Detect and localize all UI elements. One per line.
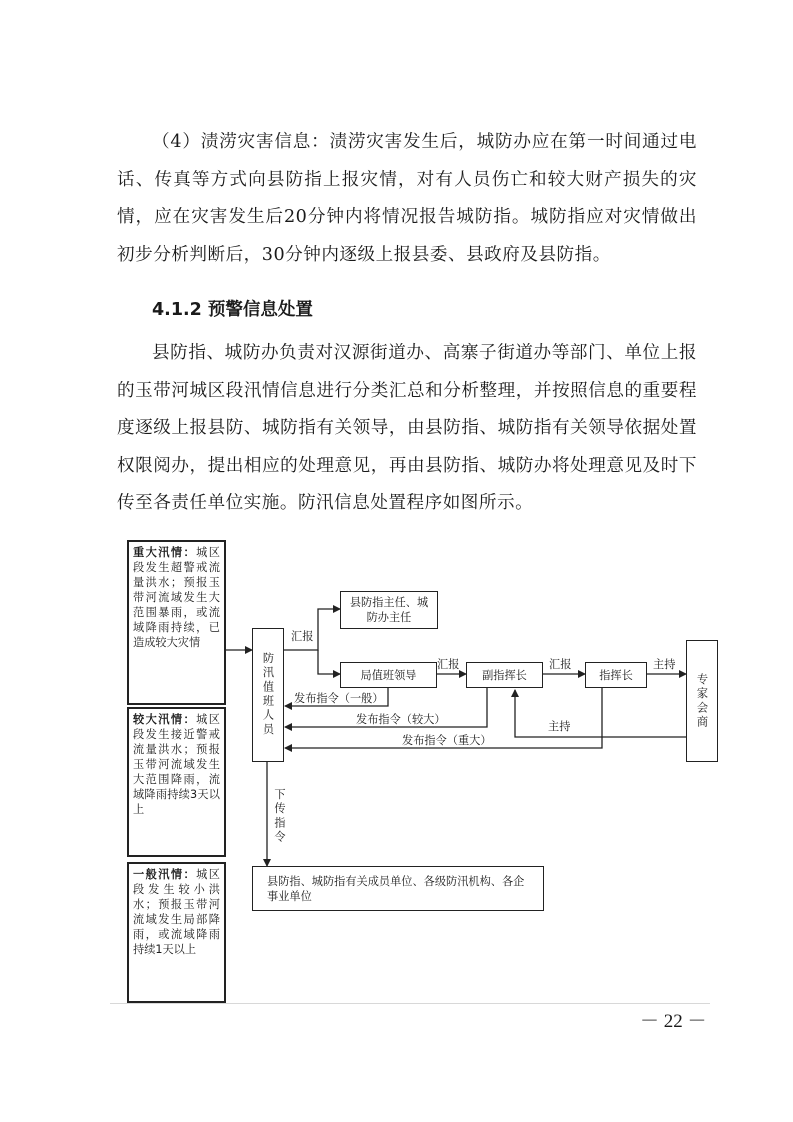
paragraph-warning-handling: 县防指、城防办负责对汉源街道办、高寨子街道办等部门、单位上报的玉带河城区段汛情信息进行分类汇总和分析整理，并按照信息的重要程度逐级上报县防、城防指有关领导，由县防指、城防指有关领导依据处置权限阅办，提出相应的处理意见，再由县防指、城防办将处理意见及时下传至各责任单位实施。防汛信息处置程序如图所示。 [117, 343, 697, 513]
general-flood-box [127, 862, 226, 1003]
duty-leader-label: 局值班领导 [360, 668, 417, 682]
label-major-command: 发布指令（重大） [402, 734, 492, 747]
member-units-box [252, 866, 544, 911]
expert-consultation-label: 专家会商 [695, 672, 709, 730]
label-report-1: 汇报 [291, 630, 314, 643]
major-flood-text: 城区段发生超警戒流量洪水；预报玉带河流域发生大范围暴雨，或流域降雨持续，已造成较大灾情 [133, 546, 220, 649]
duty-staff-box [252, 628, 284, 762]
director-label: 县防指主任、城防办主任 [349, 596, 429, 624]
label-host-1: 主持 [653, 658, 676, 671]
footer-rule [110, 1003, 710, 1004]
member-units-label: 县防指、城防指有关成员单位、各级防汛机构、各企事业单位 [267, 874, 525, 903]
label-report-2: 汇报 [437, 658, 460, 671]
general-flood-title: 一般汛情： [133, 868, 197, 881]
label-down-command: 下传指令 [273, 788, 286, 845]
arrow-experts-host [515, 690, 686, 737]
paragraph-waterlogging-info: （4）渍涝灾害信息：渍涝灾害发生后，城防办应在第一时间通过电话、传真等方式向县防指上报灾情，对有人员伤亡和较大财产损失的灾情，应在灾害发生后20分钟内将情况报告城防指。城防指应对灾情做出初步分析判断后，30分钟内逐级上报县委、县政府及县防指。 [117, 132, 697, 265]
major-flood-title: 重大汛情： [133, 546, 197, 559]
label-host-2: 主持 [548, 720, 571, 733]
duty-leader-box [340, 662, 437, 688]
deputy-commander-box [466, 662, 543, 688]
commander-label: 指挥长 [599, 668, 633, 682]
label-moderate-command: 发布指令（较大） [356, 713, 446, 726]
duty-staff-label: 防汛值班人员 [261, 652, 275, 738]
section-heading: 4.1.2 预警信息处置 [152, 300, 313, 320]
moderate-flood-title: 较大汛情： [133, 713, 197, 726]
deputy-commander-label: 副指挥长 [482, 668, 527, 682]
page-number: － 22 － [640, 1011, 707, 1032]
director-box [340, 591, 438, 629]
label-general-command: 发布指令（一般） [294, 692, 384, 705]
moderate-flood-box [127, 707, 226, 857]
label-report-3: 汇报 [549, 658, 572, 671]
moderate-flood-text: 城区段发生接近警戒流量洪水；预报玉带河流域发生大范围降雨，流域降雨持续3天以上 [133, 713, 220, 816]
commander-box [585, 662, 647, 688]
expert-consultation-box [686, 640, 718, 762]
major-flood-box [127, 540, 226, 705]
general-flood-text: 城区段发生较小洪水；预报玉带河流域发生局部降雨，或流域降雨持续1天以上 [133, 868, 220, 956]
arrow-duty-to-leader [318, 650, 340, 674]
